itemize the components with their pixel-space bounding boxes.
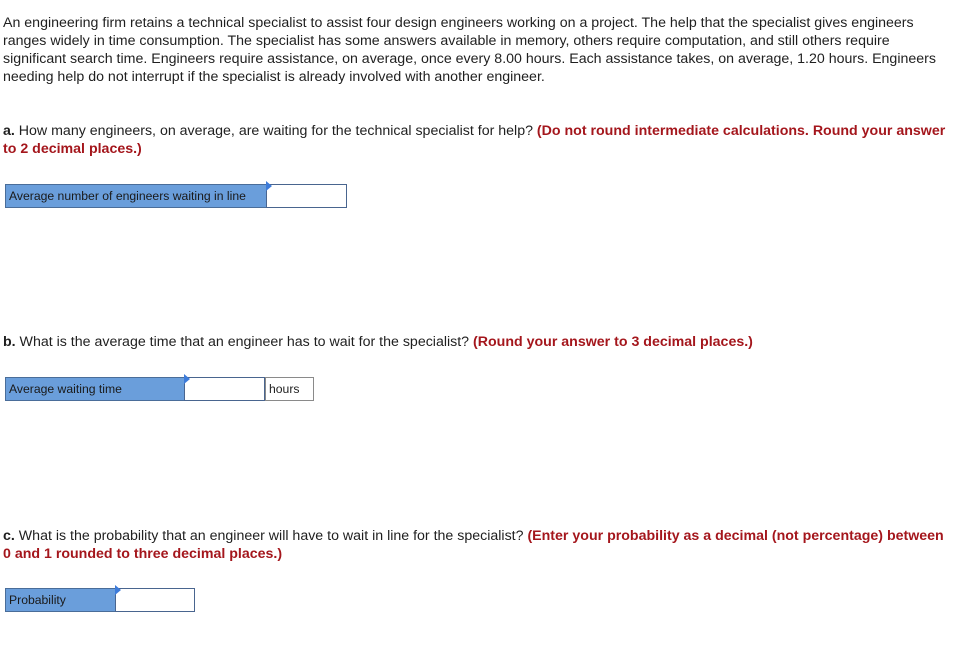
question-b-instruction: (Round your answer to 3 decimal places.) — [473, 334, 753, 350]
question-c-letter: c. — [3, 528, 15, 544]
question-a-instruction: (Do not round intermediate calculations. Round your answer to 2 decimal places.) — [3, 123, 946, 157]
answer-row-b — [5, 377, 314, 401]
answer-b-label: Average waiting time — [5, 377, 185, 401]
answer-a-input-box[interactable] — [266, 184, 347, 208]
answer-b-input[interactable] — [185, 378, 264, 400]
answer-b-input-box[interactable] — [184, 377, 265, 401]
answer-row-a — [5, 184, 347, 208]
problem-statement: An engineering firm retains a technical specialist to assist four design engineers working on a project. The help that the specialist gives engineers ranges widely in time consumption. The specialist has some answers available in memory, others require computation, and still others require significant search time. Engineers require assistance, on average, once every 8.00 hours. Each assistance takes, on average, 1.20 hours. Engineers needing help do not interrupt if the specialist is already involved with another engineer. — [3, 15, 936, 85]
question-c-instruction: (Enter your probability as a decimal (not percentage) between 0 and 1 rounded to three decimal places.) — [3, 528, 944, 562]
question-c — [3, 527, 948, 563]
input-flag-icon — [266, 181, 272, 191]
answer-row-c — [5, 588, 195, 612]
question-a-text: How many engineers, on average, are waiting for the technical specialist for help? — [14, 123, 537, 139]
question-b-letter: b. — [3, 334, 16, 350]
question-a-letter: a. — [3, 123, 15, 139]
input-flag-icon — [115, 585, 121, 595]
question-b-text: What is the average time that an engineer has to wait for the specialist? — [15, 334, 474, 350]
answer-c-input-box[interactable] — [115, 588, 195, 612]
question-b — [3, 333, 948, 351]
answer-c-label: Probability — [5, 588, 116, 612]
answer-a-input[interactable] — [267, 185, 346, 207]
question-a — [3, 122, 948, 158]
input-flag-icon — [184, 374, 190, 384]
answer-a-label: Average number of engineers waiting in line — [5, 184, 267, 208]
answer-b-unit: hours — [265, 377, 314, 401]
answer-c-input[interactable] — [116, 589, 194, 611]
question-c-text: What is the probability that an engineer will have to wait in line for the specialist? — [14, 528, 528, 544]
